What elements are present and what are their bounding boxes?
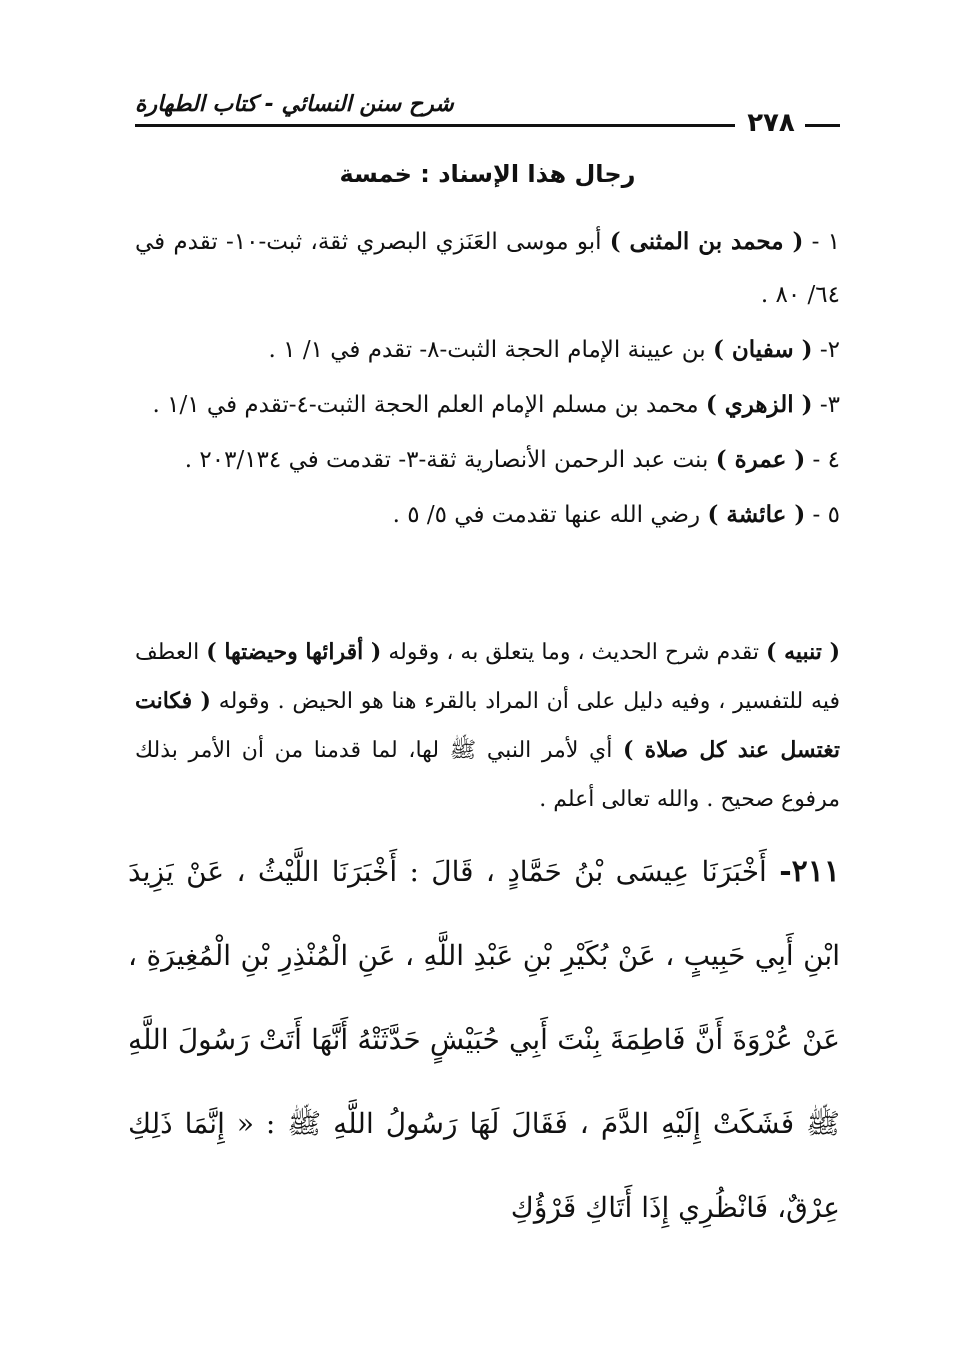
narrator-name: ( محمد بن المثنى ) (609, 228, 804, 255)
narrator-item (135, 323, 840, 377)
header-rule-right (805, 124, 840, 127)
narrator-text: أبو موسى العَنَزي البصري ثقة، ثبت-١٠- تقدم في ٦٤/ ٨٠ . (135, 229, 840, 308)
narrator-name: ( عائشة ) (707, 501, 806, 528)
narrator-number: ٥ - (812, 502, 840, 528)
narrator-text: بنت عبد الرحمن الأنصارية ثقة-٣- تقدمت في ٢٠٣/١٣٤ . (184, 447, 709, 473)
narrator-text: رضي الله عنها تقدمت في ٥/ ٥ . (392, 502, 701, 528)
note-text: أي لأمر النبي ﷺ لها، لما قدمنا من أن الأمر بذلك مرفوع صحيح . والله تعالى أعلم . (135, 738, 840, 812)
narrator-item (135, 215, 840, 322)
narrators-list (135, 215, 840, 543)
narrator-text: محمد بن مسلم الإمام العلم الحجة الثبت-٤-تقدم في ١/١ . (152, 392, 699, 418)
narrator-name: ( الزهري ) (705, 391, 813, 418)
note-quote: ( أقرائها وحيضتها ) (206, 639, 382, 665)
section-heading: رجال هذا الإسناد : خمسة (339, 160, 636, 188)
narrator-name: ( عمرة ) (715, 446, 806, 473)
hadith-text: أَخْبَرَنَا عِيسَى بْنُ حَمَّادٍ ، قَالَ : أَخْبَرَنَا اللَّيْثُ ، عَنْ يَزِيدَ ابْنِ أَبِي حَبِيبٍ ، عَنْ بُكَيْرِ بْنِ عَبْدِ اللَّهِ ، عَنِ الْمُنْذِرِ بْنِ الْمُغِيرَةِ ، عَنْ عُرْوَةَ أَنَّ فَاطِمَةَ بِنْتَ أَبِي حُبَيْشٍ حَدَّثَتْهُ أَنَّهَا أَتَتْ رَسُولَ اللَّهِ ﷺ فَشَكَتْ إِلَيْهِ الدَّمَ ، فَقَالَ لَهَا رَسُولُ اللَّهِ ﷺ : « إِنَّمَا ذَلِكِ عِرْقٌ، فَانْظُرِي إِذَا أَتَاكِ قَرْؤُكِ (128, 855, 840, 1224)
narrator-item (135, 378, 840, 432)
note-quote: ( فكانت تغتسل عند كل صلاة ) (135, 688, 841, 763)
note-label: ( تنبيه ) (766, 639, 840, 665)
hadith-number: ٢١١- (779, 854, 840, 889)
note-text: العطف فيه للتفسير ، وفيه دليل على أن المراد بالقرء هنا هو الحيض . وقوله (135, 640, 840, 714)
note-text: تقدم شرح الحديث ، وما يتعلق به ، وقوله (388, 640, 760, 665)
page-number: ٢٧٨ (747, 108, 795, 138)
narrator-number: ٣- (819, 392, 840, 418)
header-rule (135, 124, 735, 127)
hadith-paragraph (128, 830, 840, 1250)
narrator-item (135, 433, 840, 487)
narrator-text: بن عيينة الإمام الحجة الثبت-٨- تقدم في ١/ ١ . (268, 337, 706, 363)
narrator-number: ٤ - (812, 447, 840, 473)
narrator-number: ١ - (811, 229, 840, 255)
note-paragraph (135, 628, 840, 824)
narrator-item (135, 488, 840, 542)
running-title: شرح سنن النسائي - كتاب الطهارة (135, 92, 454, 117)
narrator-number: ٢- (819, 337, 840, 363)
narrator-name: ( سفيان ) (713, 336, 813, 363)
